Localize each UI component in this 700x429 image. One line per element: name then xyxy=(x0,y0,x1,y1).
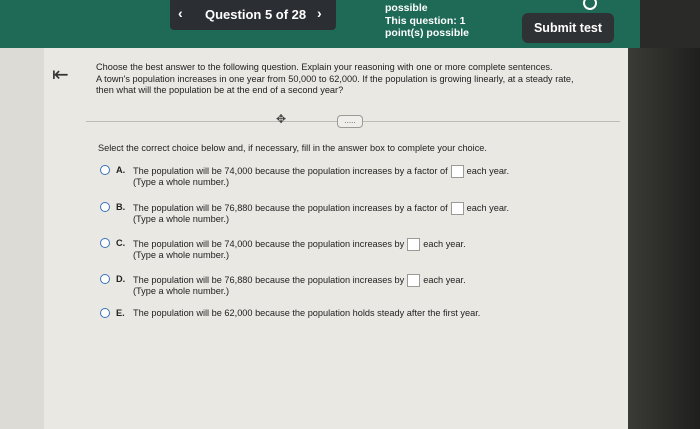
choice-hint: (Type a whole number.) xyxy=(133,250,230,260)
question-prompt xyxy=(96,62,616,97)
choice-text-after: each year. xyxy=(423,274,466,285)
choice-text-before: The population will be 74,000 because the population increases by xyxy=(133,238,405,249)
select-instruction: Select the correct choice below and, if necessary, fill in the answer box to complete your choice. xyxy=(98,143,487,153)
submit-test-button[interactable]: Submit test xyxy=(522,13,614,43)
collapse-arrow-icon[interactable]: ⇤ xyxy=(52,64,69,86)
right-edge-background xyxy=(628,48,700,429)
points-line-1: possible xyxy=(385,2,428,14)
prompt-instruction: Choose the best answer to the following question. Explain your reasoning with one or more complete sentences. xyxy=(96,62,553,72)
expand-dots-button[interactable]: ..... xyxy=(337,115,363,128)
choice-text-after: each year. xyxy=(466,165,510,176)
choice-letter: D. xyxy=(116,274,126,284)
choice-letter: B. xyxy=(116,202,126,212)
answer-box-c[interactable] xyxy=(407,238,420,251)
answer-box-b[interactable] xyxy=(451,202,464,215)
choice-text-before: The population will be 74,000 because the population increases by a factor of xyxy=(133,165,448,176)
points-line-3: point(s) possible xyxy=(385,27,469,39)
choice-text-before: The population will be 76,880 because the population increases by a factor of xyxy=(133,202,448,213)
settings-gear-icon[interactable] xyxy=(583,0,597,10)
top-header xyxy=(0,0,640,48)
choice-letter: A. xyxy=(116,165,126,175)
radio-d[interactable] xyxy=(100,274,110,284)
choice-letter: C. xyxy=(116,238,126,248)
question-panel xyxy=(0,48,628,429)
previous-question-icon[interactable]: ‹ xyxy=(178,5,183,21)
radio-c[interactable] xyxy=(100,238,110,248)
prompt-line-2: A town's population increases in one year from 50,000 to 62,000. If the population is growing linearly, at a steady rate, xyxy=(96,73,574,84)
choice-letter: E. xyxy=(116,308,125,318)
choice-text-after: each year. xyxy=(466,202,510,213)
left-sidebar xyxy=(0,48,44,429)
points-info xyxy=(385,2,469,40)
choice-text-after: each year. xyxy=(423,238,466,249)
radio-e[interactable] xyxy=(100,308,110,318)
answer-box-d[interactable] xyxy=(407,274,420,287)
radio-b[interactable] xyxy=(100,202,110,212)
choice-text: The population will be 62,000 because the population holds steady after the first year. xyxy=(133,308,481,318)
next-question-icon[interactable]: › xyxy=(317,5,322,21)
question-counter: Question 5 of 28 xyxy=(205,7,307,22)
choice-hint: (Type a whole number.) xyxy=(133,177,230,187)
choice-hint: (Type a whole number.) xyxy=(133,286,230,296)
question-navigator xyxy=(170,0,336,30)
prompt-line-3: then what will the population be at the end of a second year? xyxy=(96,85,344,95)
points-line-2: This question: 1 xyxy=(385,14,466,27)
choice-text-before: The population will be 76,880 because the population increases by xyxy=(133,274,405,285)
choice-hint: (Type a whole number.) xyxy=(133,214,230,224)
move-handle-icon[interactable]: ✥ xyxy=(276,112,287,126)
radio-a[interactable] xyxy=(100,165,110,175)
answer-box-a[interactable] xyxy=(451,165,464,178)
